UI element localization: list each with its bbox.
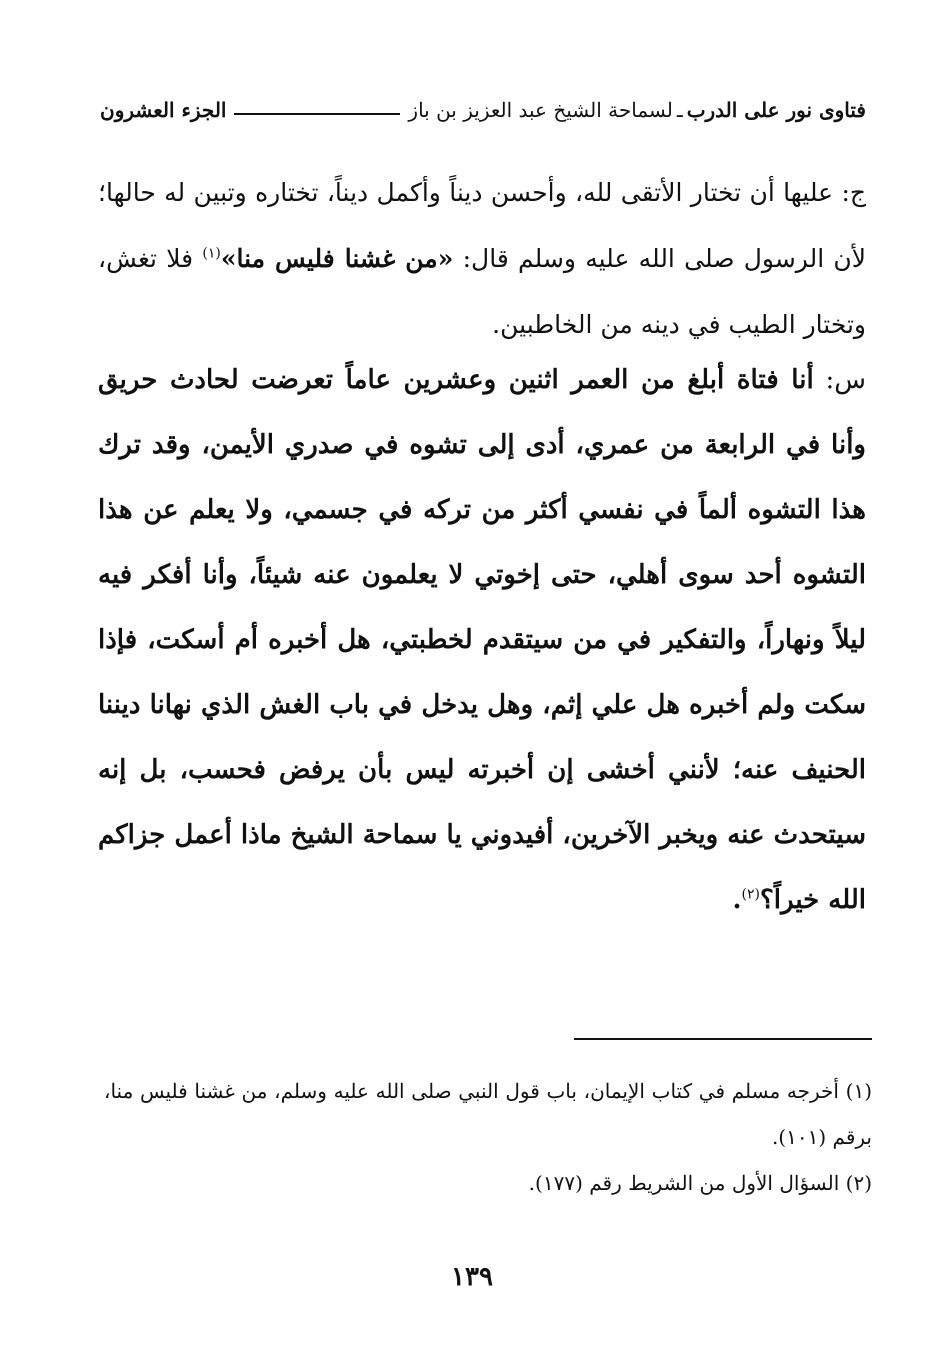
answer-paragraph [98, 160, 866, 358]
volume-part: الجزء العشرون [100, 98, 227, 122]
running-header [100, 92, 866, 128]
header-rule [234, 113, 400, 115]
footnote-ref-1[interactable]: (١) [202, 245, 221, 262]
hadith-quote: «من غشنا فليس منا» [220, 244, 454, 273]
footnote-ref-2[interactable]: (٢) [741, 886, 760, 903]
answer-label: ج: [841, 178, 866, 207]
footnotes [104, 1068, 872, 1206]
footnote-text: السؤال الأول من الشريط رقم (١٧٧). [528, 1171, 840, 1195]
author-credit: لسماحة الشيخ عبد العزيز بن باز [408, 98, 673, 122]
footnote-separator [574, 1038, 872, 1040]
question-label: س: [825, 365, 867, 395]
footnote-2 [104, 1160, 872, 1206]
question-end-mark: . [732, 885, 742, 915]
header-title-group [408, 98, 866, 122]
header-separator: ـ [676, 98, 683, 122]
footnote-1 [104, 1068, 872, 1160]
page-number: ١٣٩ [451, 1262, 493, 1292]
footnote-number: (٢) [845, 1171, 872, 1195]
footnote-text: أخرجه مسلم في كتاب الإيمان، باب قول النبي صلى الله عليه وسلم، من غشنا فليس منا، برقم (١٠١). [104, 1079, 872, 1149]
answer-text-2: فلا تغش، وتختار الطيب في دينه من الخاطبين. [98, 244, 866, 339]
answer-text-1: عليها أن تختار الأتقى لله، وأحسن ديناً وأكمل ديناً، تختاره وتبين له حالها؛ لأن الرسول صلى الله عليه وسلم قال: [98, 178, 867, 273]
book-series-title: فتاوى نور على الدرب [686, 98, 866, 122]
footnote-number: (١) [845, 1079, 872, 1103]
question-text: أنا فتاة أبلغ من العمر اثنين وعشرين عاماً تعرضت لحادث حريق وأنا في الرابعة من عمري، أدى إلى تشوه في صدري الأيمن، وقد ترك هذا التشوه ألماً في نفسي أكثر من تركه في جسمي، ولا يعلم عن هذا التشوه أحد سوى أهلي، حتى إخوتي لا يعلمون عنه شيئاً، وأنا أفكر فيه ليلاً ونهاراً، والتفكير في من سيتقدم لخطبتي، هل أخبره أم أسكت، فإذا سكت ولم أخبره هل علي إثم، وهل يدخل في باب الغش الذي نهانا ديننا الحنيف عنه؛ لأنني أخشى إن أخبرته ليس بأن يرفض فحسب، بل إنه سيتحدث عنه ويخبر الآخرين، أفيدوني يا سماحة الشيخ ماذا أعمل جزاكم الله خيراً؟ [98, 365, 866, 915]
question-paragraph [98, 348, 866, 933]
